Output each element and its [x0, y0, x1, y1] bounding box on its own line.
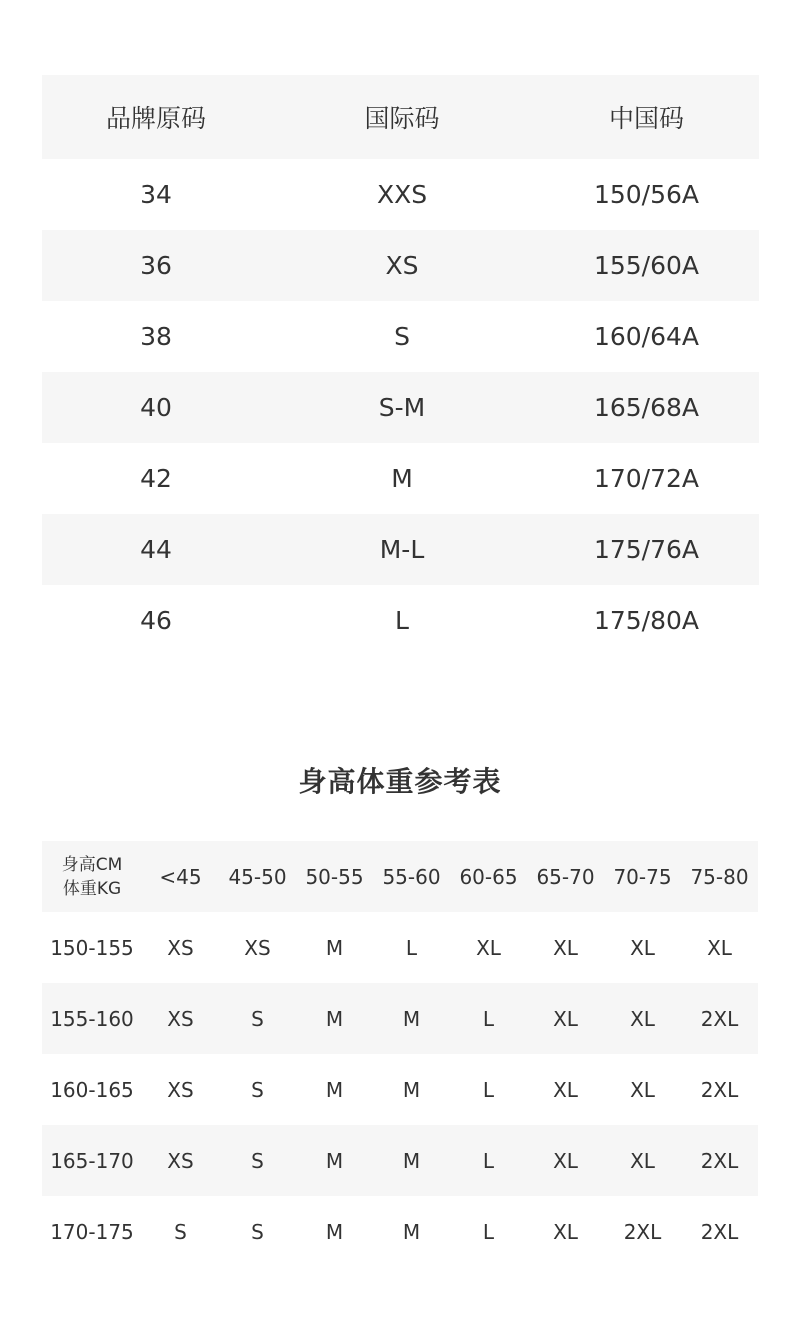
size-cell: XL: [553, 1219, 578, 1244]
weight-column-header: 45-50: [228, 864, 287, 889]
size-cell: L: [482, 1148, 495, 1173]
size-cell: 2XL: [700, 1077, 739, 1102]
table-row: [42, 514, 759, 585]
china-size-cell: 160/64A: [593, 322, 700, 351]
size-cell: XL: [630, 1148, 655, 1173]
ref-table-header: [42, 841, 758, 912]
international-size-cell: L: [395, 606, 409, 635]
weight-column-header: 75-80: [690, 864, 749, 889]
international-size-cell: M: [391, 464, 413, 493]
size-conversion-table: [42, 75, 759, 656]
international-size-cell: S: [394, 322, 410, 351]
section-title: 身高体重参考表: [298, 765, 502, 798]
size-cell: M: [402, 1219, 421, 1244]
weight-column-header: <45: [159, 864, 202, 889]
size-cell: XS: [167, 1077, 194, 1102]
china-size-cell: 155/60A: [593, 251, 700, 280]
size-cell: M: [402, 1148, 421, 1173]
size-cell: S: [251, 1006, 264, 1031]
table-row: [42, 585, 759, 656]
weight-column-header: 50-55: [305, 864, 364, 889]
china-size-cell: 175/80A: [593, 606, 700, 635]
size-cell: XS: [167, 1148, 194, 1173]
header-brand-size: 品牌原码: [105, 104, 206, 133]
size-cell: M: [325, 1219, 344, 1244]
weight-unit-label: 体重KG: [62, 878, 122, 899]
brand-size-cell: 34: [140, 180, 172, 209]
size-cell: XS: [244, 935, 271, 960]
size-cell: XL: [630, 1006, 655, 1031]
size-cell: 2XL: [623, 1219, 662, 1244]
weight-column-header: 55-60: [382, 864, 441, 889]
weight-column-header: 70-75: [613, 864, 672, 889]
size-cell: M: [402, 1077, 421, 1102]
height-weight-reference-table: [42, 841, 758, 1267]
size-cell: 2XL: [700, 1148, 739, 1173]
table-row: [42, 159, 759, 230]
international-size-cell: S-M: [378, 393, 426, 422]
size-cell: XL: [476, 935, 501, 960]
table-row: [42, 1125, 758, 1196]
china-size-cell: 170/72A: [593, 464, 700, 493]
size-cell: L: [482, 1219, 495, 1244]
size-cell: 2XL: [700, 1219, 739, 1244]
corner-header-cell: [42, 853, 142, 901]
china-size-cell: 150/56A: [593, 180, 700, 209]
size-cell: M: [325, 1148, 344, 1173]
size-cell: S: [251, 1219, 264, 1244]
height-range-cell: 170-175: [50, 1219, 134, 1244]
international-size-cell: XXS: [376, 180, 428, 209]
size-cell: M: [402, 1006, 421, 1031]
size-cell: XL: [630, 935, 655, 960]
china-size-cell: 165/68A: [593, 393, 700, 422]
size-cell: XS: [167, 1006, 194, 1031]
size-cell: XL: [630, 1077, 655, 1102]
size-cell: L: [405, 935, 418, 960]
size-cell: M: [325, 1006, 344, 1031]
table-row: [42, 443, 759, 514]
height-range-cell: 150-155: [50, 935, 134, 960]
size-cell: XL: [553, 1077, 578, 1102]
weight-column-header: 65-70: [536, 864, 595, 889]
table-row: [42, 912, 758, 983]
china-size-cell: 175/76A: [593, 535, 700, 564]
height-range-cell: 160-165: [50, 1077, 134, 1102]
size-cell: XL: [707, 935, 732, 960]
size-cell: S: [251, 1077, 264, 1102]
size-cell: 2XL: [700, 1006, 739, 1031]
size-cell: XL: [553, 1006, 578, 1031]
header-international-size: 国际码: [364, 104, 440, 133]
size-cell: M: [325, 1077, 344, 1102]
height-unit-label: 身高CM: [61, 854, 123, 875]
size-cell: XS: [167, 935, 194, 960]
international-size-cell: XS: [385, 251, 419, 280]
table-row: [42, 301, 759, 372]
size-table-header: [42, 75, 759, 159]
size-cell: S: [251, 1148, 264, 1173]
brand-size-cell: 42: [140, 464, 172, 493]
size-cell: L: [482, 1006, 495, 1031]
international-size-cell: M-L: [379, 535, 425, 564]
table-row: [42, 1196, 758, 1267]
size-cell: XL: [553, 935, 578, 960]
table-row: [42, 230, 759, 301]
brand-size-cell: 46: [140, 606, 172, 635]
weight-column-header: 60-65: [459, 864, 518, 889]
brand-size-cell: 38: [140, 322, 172, 351]
brand-size-cell: 40: [140, 393, 172, 422]
table-row: [42, 372, 759, 443]
size-cell: S: [174, 1219, 187, 1244]
size-cell: XL: [553, 1148, 578, 1173]
size-cell: M: [325, 935, 344, 960]
height-range-cell: 165-170: [50, 1148, 134, 1173]
size-cell: L: [482, 1077, 495, 1102]
brand-size-cell: 44: [140, 535, 172, 564]
brand-size-cell: 36: [140, 251, 172, 280]
height-range-cell: 155-160: [50, 1006, 134, 1031]
table-row: [42, 983, 758, 1054]
table-row: [42, 1054, 758, 1125]
header-china-size: 中国码: [608, 104, 684, 133]
